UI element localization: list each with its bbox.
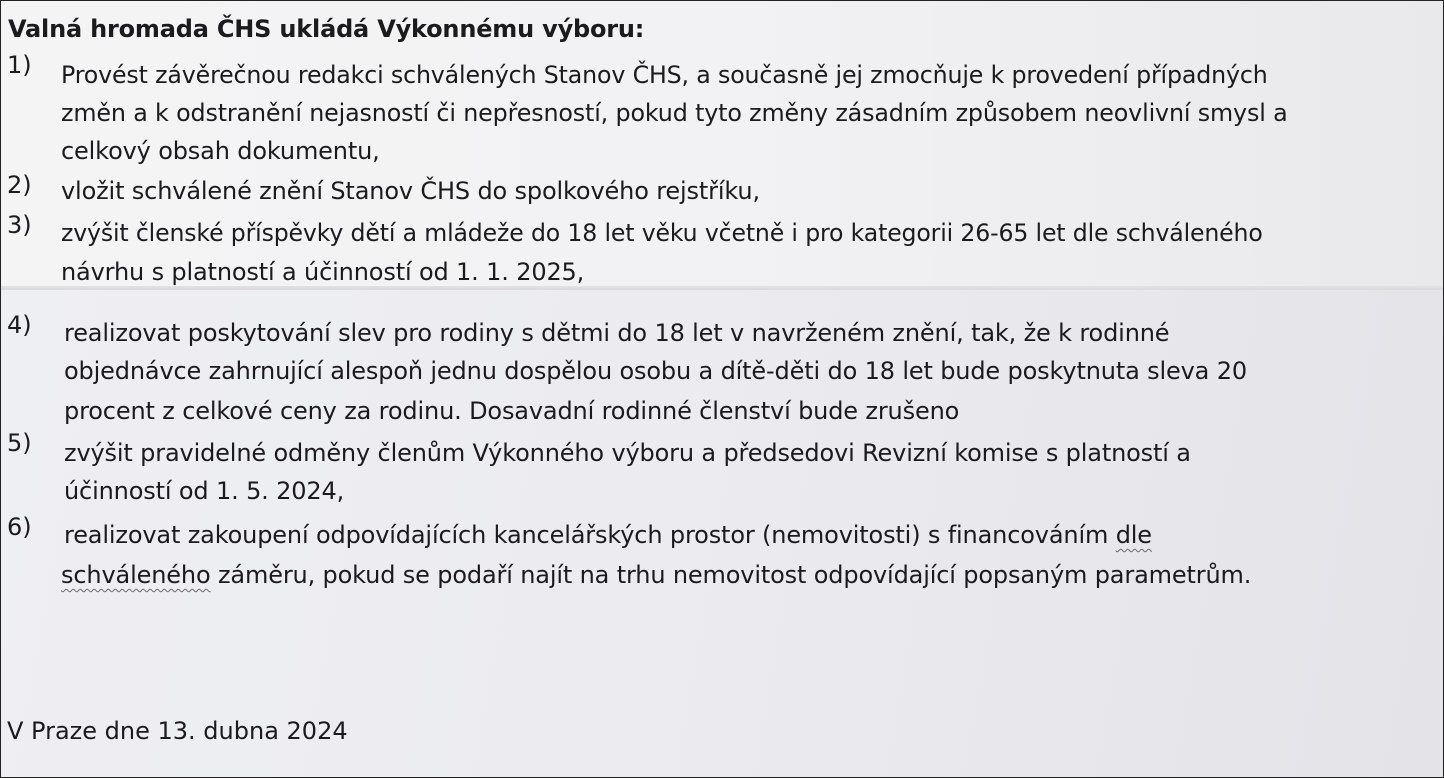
item-5-line-2: účinností od 1. 5. 2024, xyxy=(64,477,345,505)
item-1-number: 1) xyxy=(7,51,32,79)
item-3-line-1: zvýšit členské příspěvky dětí a mládeže do 18 let věku včetně i pro kategorii 26-65 let dle schváleného xyxy=(61,219,1263,247)
item-4-number: 4) xyxy=(7,311,32,339)
item-4-line-2: objednávce zahrnující alespoň jednu dospělou osobu a dítě-děti do 18 let bude poskytnuta sleva 20 xyxy=(64,357,1247,385)
item-1-line-1: Provést závěrečnou redakci schválených Stanov ČHS, a současně jej zmocňuje k provedení případných xyxy=(61,61,1268,89)
item-6-underlined-word-dle: dle xyxy=(1115,521,1152,549)
item-5-number: 5) xyxy=(7,429,32,457)
item-6-line-2 xyxy=(61,561,1251,589)
item-6-line-1-text: realizovat zakoupení odpovídajících kancelářských prostor (nemovitosti) s financováním xyxy=(64,521,1116,549)
item-2-line-1: vložit schválené znění Stanov ČHS do spolkového rejstříku, xyxy=(61,177,760,205)
item-5-line-1: zvýšit pravidelné odměny členům Výkonného výboru a předsedovi Revizní komise s platností a xyxy=(64,439,1191,467)
item-3-number: 3) xyxy=(7,211,32,239)
item-4-line-1: realizovat poskytování slev pro rodiny s dětmi do 18 let v navrženém znění, tak, že k rodinné xyxy=(64,319,1170,347)
item-6-number: 6) xyxy=(7,513,32,541)
item-1-line-2: změn a k odstranění nejasností či nepřesností, pokud tyto změny zásadním způsobem neovlivní smysl a xyxy=(61,99,1288,127)
item-6-line-2-text: záměru, pokud se podaří najít na trhu nemovitost odpovídající popsaným parametrům. xyxy=(210,561,1252,589)
photo-seam xyxy=(1,286,1443,290)
item-6-underlined-word-schvaleneho: schváleného xyxy=(61,561,211,589)
item-3-line-2: návrhu s platností a účinností od 1. 1. 2025, xyxy=(61,258,585,286)
place-and-date: V Praze dne 13. dubna 2024 xyxy=(7,717,348,745)
resolution-heading: Valná hromada ČHS ukládá Výkonnému výboru: xyxy=(8,15,645,43)
item-4-line-3: procent z celkové ceny za rodinu. Dosavadní rodinné členství bude zrušeno xyxy=(64,397,960,425)
item-6-line-1 xyxy=(64,521,1152,549)
item-1-line-3: celkový obsah dokumentu, xyxy=(61,137,380,165)
item-2-number: 2) xyxy=(7,171,32,199)
